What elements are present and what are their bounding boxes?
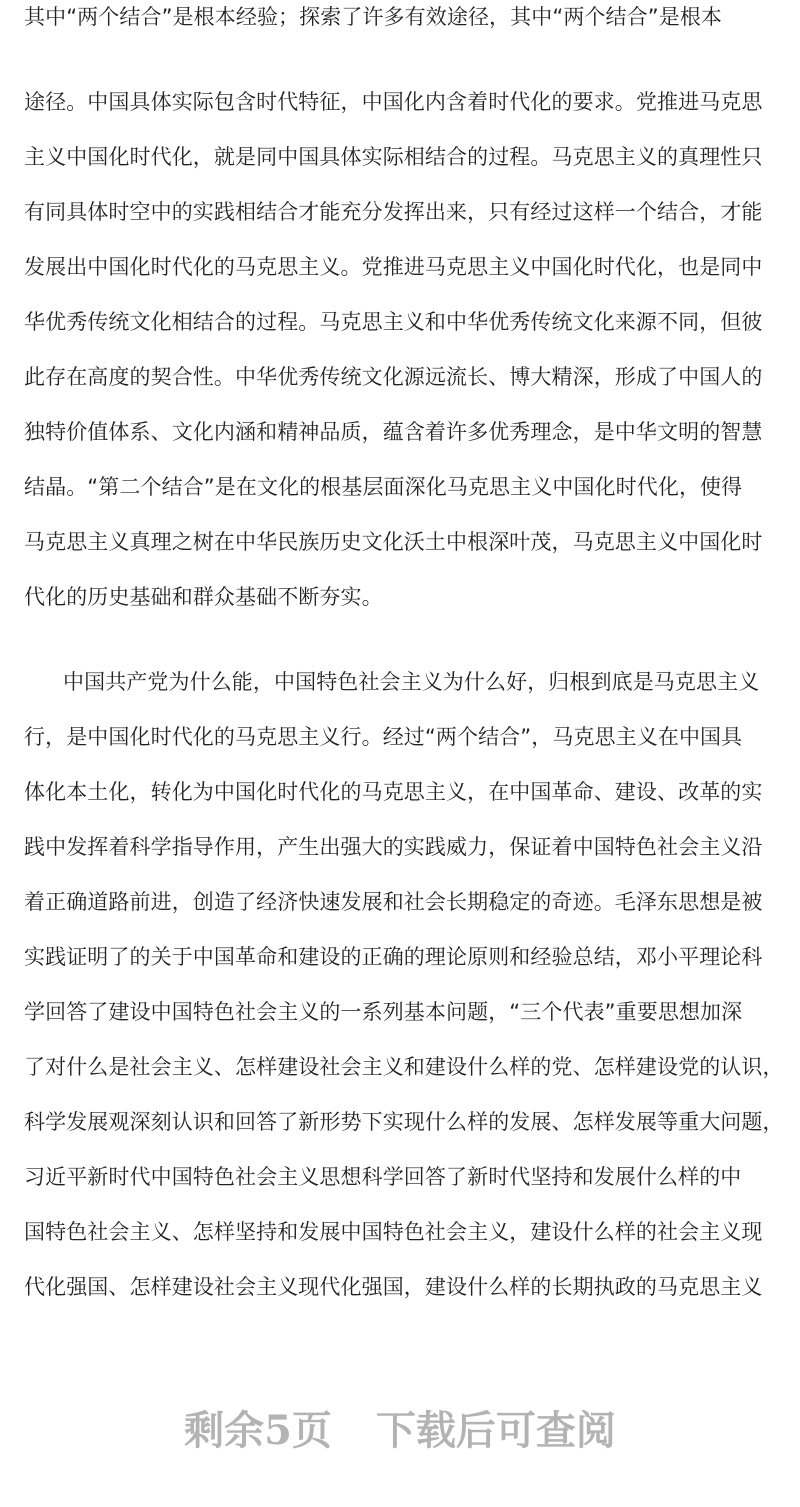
text-line: 马克思主义真理之树在中华民族历史文化沃土中根深叶茂，马克思主义中国化时 bbox=[24, 530, 763, 554]
text-line: 习近平新时代中国特色社会主义思想科学回答了新时代坚持和发展什么样的中 bbox=[24, 1165, 742, 1189]
text-line: 此存在高度的契合性。中华优秀传统文化源远流长、博大精深，形成了中国人的 bbox=[24, 365, 763, 389]
text-line: 主义中国化时代化，就是同中国具体实际相结合的过程。马克思主义的真理性只 bbox=[24, 145, 763, 169]
text-line: 学回答了建设中国特色社会主义的一系列基本问题，“三个代表”重要思想加深 bbox=[24, 1000, 743, 1024]
text-line: 代化的历史基础和群众基础不断夯实。 bbox=[24, 585, 383, 609]
text-line: 践中发挥着科学指导作用，产生出强大的实践威力，保证着中国特色社会主义沿 bbox=[24, 835, 763, 859]
text-line: 着正确道路前进，创造了经济快速发展和社会长期稳定的奇迹。毛泽东思想是被 bbox=[24, 890, 763, 914]
text-line: 国特色社会主义、怎样坚持和发展中国特色社会主义，建设什么样的社会主义现 bbox=[24, 1220, 763, 1244]
text-line: 实践证明了的关于中国革命和建设的正确的理论原则和经验总结，邓小平理论科 bbox=[24, 945, 763, 969]
text-line: 体化本土化，转化为中国化时代化的马克思主义，在中国革命、建设、改革的实 bbox=[24, 780, 763, 804]
text-line: 华优秀传统文化相结合的过程。马克思主义和中华优秀传统文化来源不同，但彼 bbox=[24, 310, 763, 334]
download-hint-label: 下载后可查阅 bbox=[375, 1407, 616, 1454]
text-line: 独特价值体系、文化内涵和精神品质，蕴含着许多优秀理念，是中华文明的智慧 bbox=[24, 420, 763, 444]
text-line: 结晶。“第二个结合”是在文化的根基层面深化马克思主义中国化时代化，使得 bbox=[24, 475, 743, 499]
text-line: 代化强国、怎样建设社会主义现代化强国，建设什么样的长期执政的马克思主义 bbox=[24, 1275, 763, 1299]
text-line: 科学发展观深刻认识和回答了新形势下实现什么样的发展、怎样发展等重大问题， bbox=[24, 1110, 784, 1134]
text-line: 中国共产党为什么能，中国特色社会主义为什么好，归根到底是马克思主义 bbox=[63, 670, 760, 694]
text-line: 其中“两个结合”是根本经验；探索了许多有效途径，其中“两个结合”是根本 bbox=[24, 5, 723, 29]
text-line: 了对什么是社会主义、怎样建设社会主义和建设什么样的党、怎样建设党的认识， bbox=[24, 1055, 784, 1079]
download-prompt[interactable] bbox=[0, 1405, 800, 1457]
remaining-pages-label: 剩余5页 bbox=[184, 1407, 332, 1454]
text-line: 发展出中国化时代化的马克思主义。党推进马克思主义中国化时代化，也是同中 bbox=[24, 255, 763, 279]
text-line: 行，是中国化时代化的马克思主义行。经过“两个结合”，马克思主义在中国具 bbox=[24, 725, 743, 749]
text-line: 途径。中国具体实际包含时代特征，中国化内含着时代化的要求。党推进马克思 bbox=[24, 90, 763, 114]
text-line: 有同具体时空中的实践相结合才能充分发挥出来，只有经过这样一个结合，才能 bbox=[24, 200, 763, 224]
